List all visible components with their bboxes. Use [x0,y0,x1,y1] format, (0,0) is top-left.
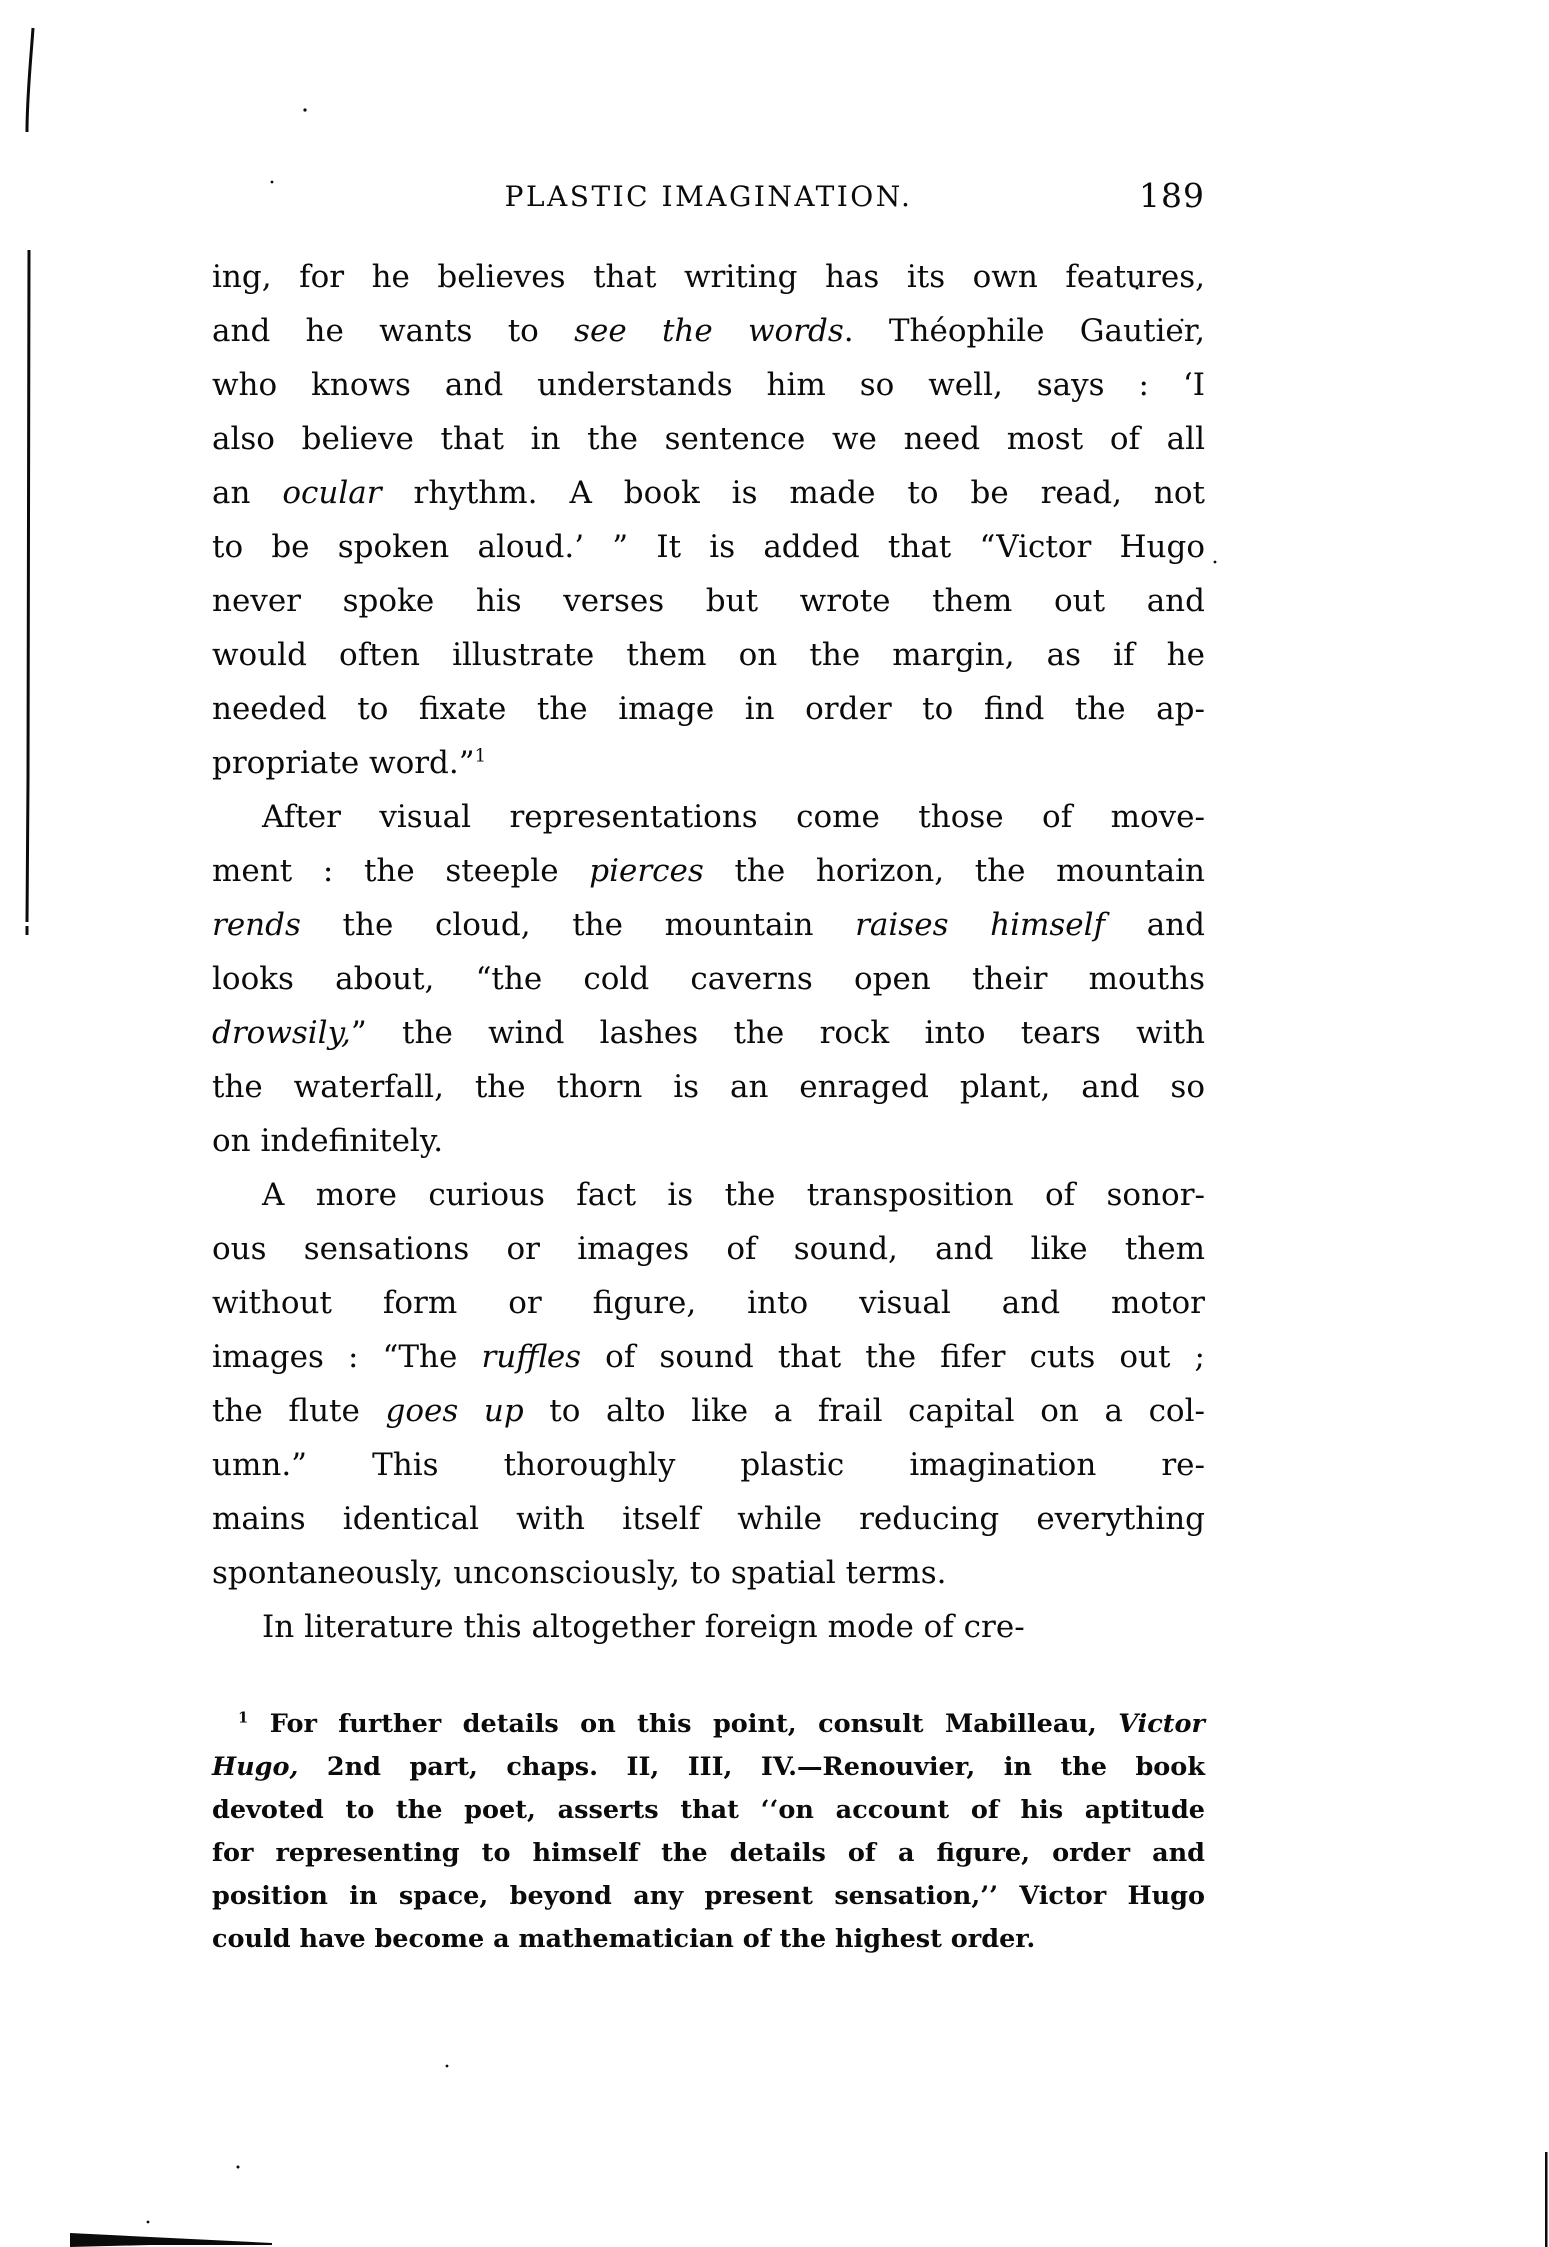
text-line [212,412,1205,466]
text-line [212,1875,1205,1918]
scan-speck [1214,561,1217,564]
text-line [212,304,1205,358]
text-segment: without form or figure, into visual and motor [212,1285,1205,1321]
italic-text: ocular [282,475,382,511]
text-segment: 2nd part, chaps. II, III, IV.—Renouvier, in the book [298,1752,1205,1782]
italic-text: drowsily, [212,1015,351,1051]
body-text [212,250,1205,1654]
text-segment: the horizon, the mountain [703,853,1205,889]
text-segment: to alto like a frail capital on a col- [523,1393,1205,1429]
text-line [212,1918,1205,1961]
text-segment: ing, for he believes that writing has its own features, [212,259,1205,295]
text-line [212,1492,1205,1546]
text-line [212,1746,1205,1789]
footnote [212,1703,1205,1961]
text-segment: ” the wind lashes the rock into tears with [350,1015,1205,1051]
text-line [212,844,1205,898]
text-segment: mains identical with itself while reducing everything [212,1501,1205,1537]
text-segment: the waterfall, the thorn is an enraged plant, and so [212,1069,1205,1105]
italic-text: rends [212,907,301,943]
text-line [212,1546,1205,1600]
text-segment: of sound that the fifer cuts out ; [581,1339,1205,1375]
text-segment: In literature this altogether foreign mode of cre- [262,1609,1025,1645]
text-segment: an [212,475,283,511]
text-line [212,1703,1205,1746]
italic-text: ruffles [481,1339,582,1375]
text-line [212,682,1205,736]
text-line [212,736,1205,790]
text-segment: ment : the steeple [212,853,590,889]
text-line [212,1276,1205,1330]
text-segment: the cloud, the mountain [300,907,856,943]
scan-speck [237,2166,240,2169]
text-line [212,358,1205,412]
text-segment: also believe that in the sentence we need most of all [212,421,1205,457]
text-segment: could have become a mathematician of the highest order. [212,1924,1036,1954]
text-line [212,1060,1205,1114]
text-line [212,1384,1205,1438]
paragraph-4 [212,1600,1205,1654]
page-number: 189 [1139,176,1205,215]
text-segment: rhythm. A book is made to be read, not [381,475,1205,511]
text-segment: to be spoken aloud.’ ” It is added that “Victor Hugo [212,529,1205,565]
italic-text: raises himself [855,907,1106,943]
text-line [212,898,1205,952]
text-line [212,250,1205,304]
footnote-marker: 1 [238,1709,249,1727]
scan-artifact-left-line [27,250,29,935]
text-line [212,628,1205,682]
text-segment: umn.” This thoroughly plastic imagination re- [212,1447,1205,1483]
text-segment: looks about, “the cold caverns open their mouths [212,961,1205,997]
text-segment: For further details on this point, consult Mabilleau, [248,1709,1119,1739]
scan-artifact-top-left-stroke [27,28,33,132]
text-line [212,520,1205,574]
text-segment: and he wants to [212,313,575,349]
text-segment: ous sensations or images of sound, and like them [212,1231,1205,1267]
italic-text: Victor [1118,1709,1205,1739]
text-segment: for representing to himself the details of a figure, order and [212,1838,1205,1868]
text-segment: After visual representations come those of move- [262,799,1205,835]
text-segment: and [1105,907,1205,943]
text-line [212,1600,1205,1654]
text-line [212,1438,1205,1492]
text-segment: devoted to the poet, asserts that ‘‘on account of his aptitude [212,1795,1205,1825]
text-segment: propriate word.” [212,745,475,781]
italic-text: see the words [574,313,844,349]
scan-speck [147,2221,150,2224]
italic-text: Hugo, [212,1752,299,1782]
text-line [212,1832,1205,1875]
text-segment: A more curious fact is the transposition of sonor- [262,1177,1205,1213]
text-line [212,1330,1205,1384]
text-line [212,952,1205,1006]
paragraph-1 [212,250,1205,790]
text-segment: the flute [212,1393,386,1429]
paragraph-2 [212,790,1205,1168]
text-line [212,1222,1205,1276]
footnote-marker: 1 [474,745,487,767]
scan-artifact-bottom-bar [70,2233,272,2247]
text-line [212,1168,1205,1222]
text-line [212,790,1205,844]
text-line [212,1006,1205,1060]
page-header [212,176,1205,220]
paragraph-3 [212,1168,1205,1600]
text-segment: . Théophile Gautier, [843,313,1205,349]
text-segment: images : “The [212,1339,482,1375]
text-line [212,466,1205,520]
text-segment: position in space, beyond any present sensation,’’ Victor Hugo [212,1881,1205,1911]
italic-text: goes up [385,1393,524,1429]
text-segment: needed to fixate the image in order to find the ap- [212,691,1205,727]
text-segment: never spoke his verses but wrote them out and [212,583,1205,619]
running-title: PLASTIC IMAGINATION. [504,180,913,213]
text-segment: who knows and understands him so well, says : ‘I [212,367,1205,403]
scan-speck [303,108,306,111]
scan-artifact-right-line [1545,2152,1548,2247]
text-segment: on indefinitely. [212,1123,444,1159]
text-segment: spontaneously, unconsciously, to spatial terms. [212,1555,947,1591]
text-line [212,1114,1205,1168]
text-segment: would often illustrate them on the margin, as if he [212,637,1205,673]
scan-speck [446,2065,449,2068]
text-line [212,574,1205,628]
italic-text: pierces [589,853,704,889]
text-line [212,1789,1205,1832]
